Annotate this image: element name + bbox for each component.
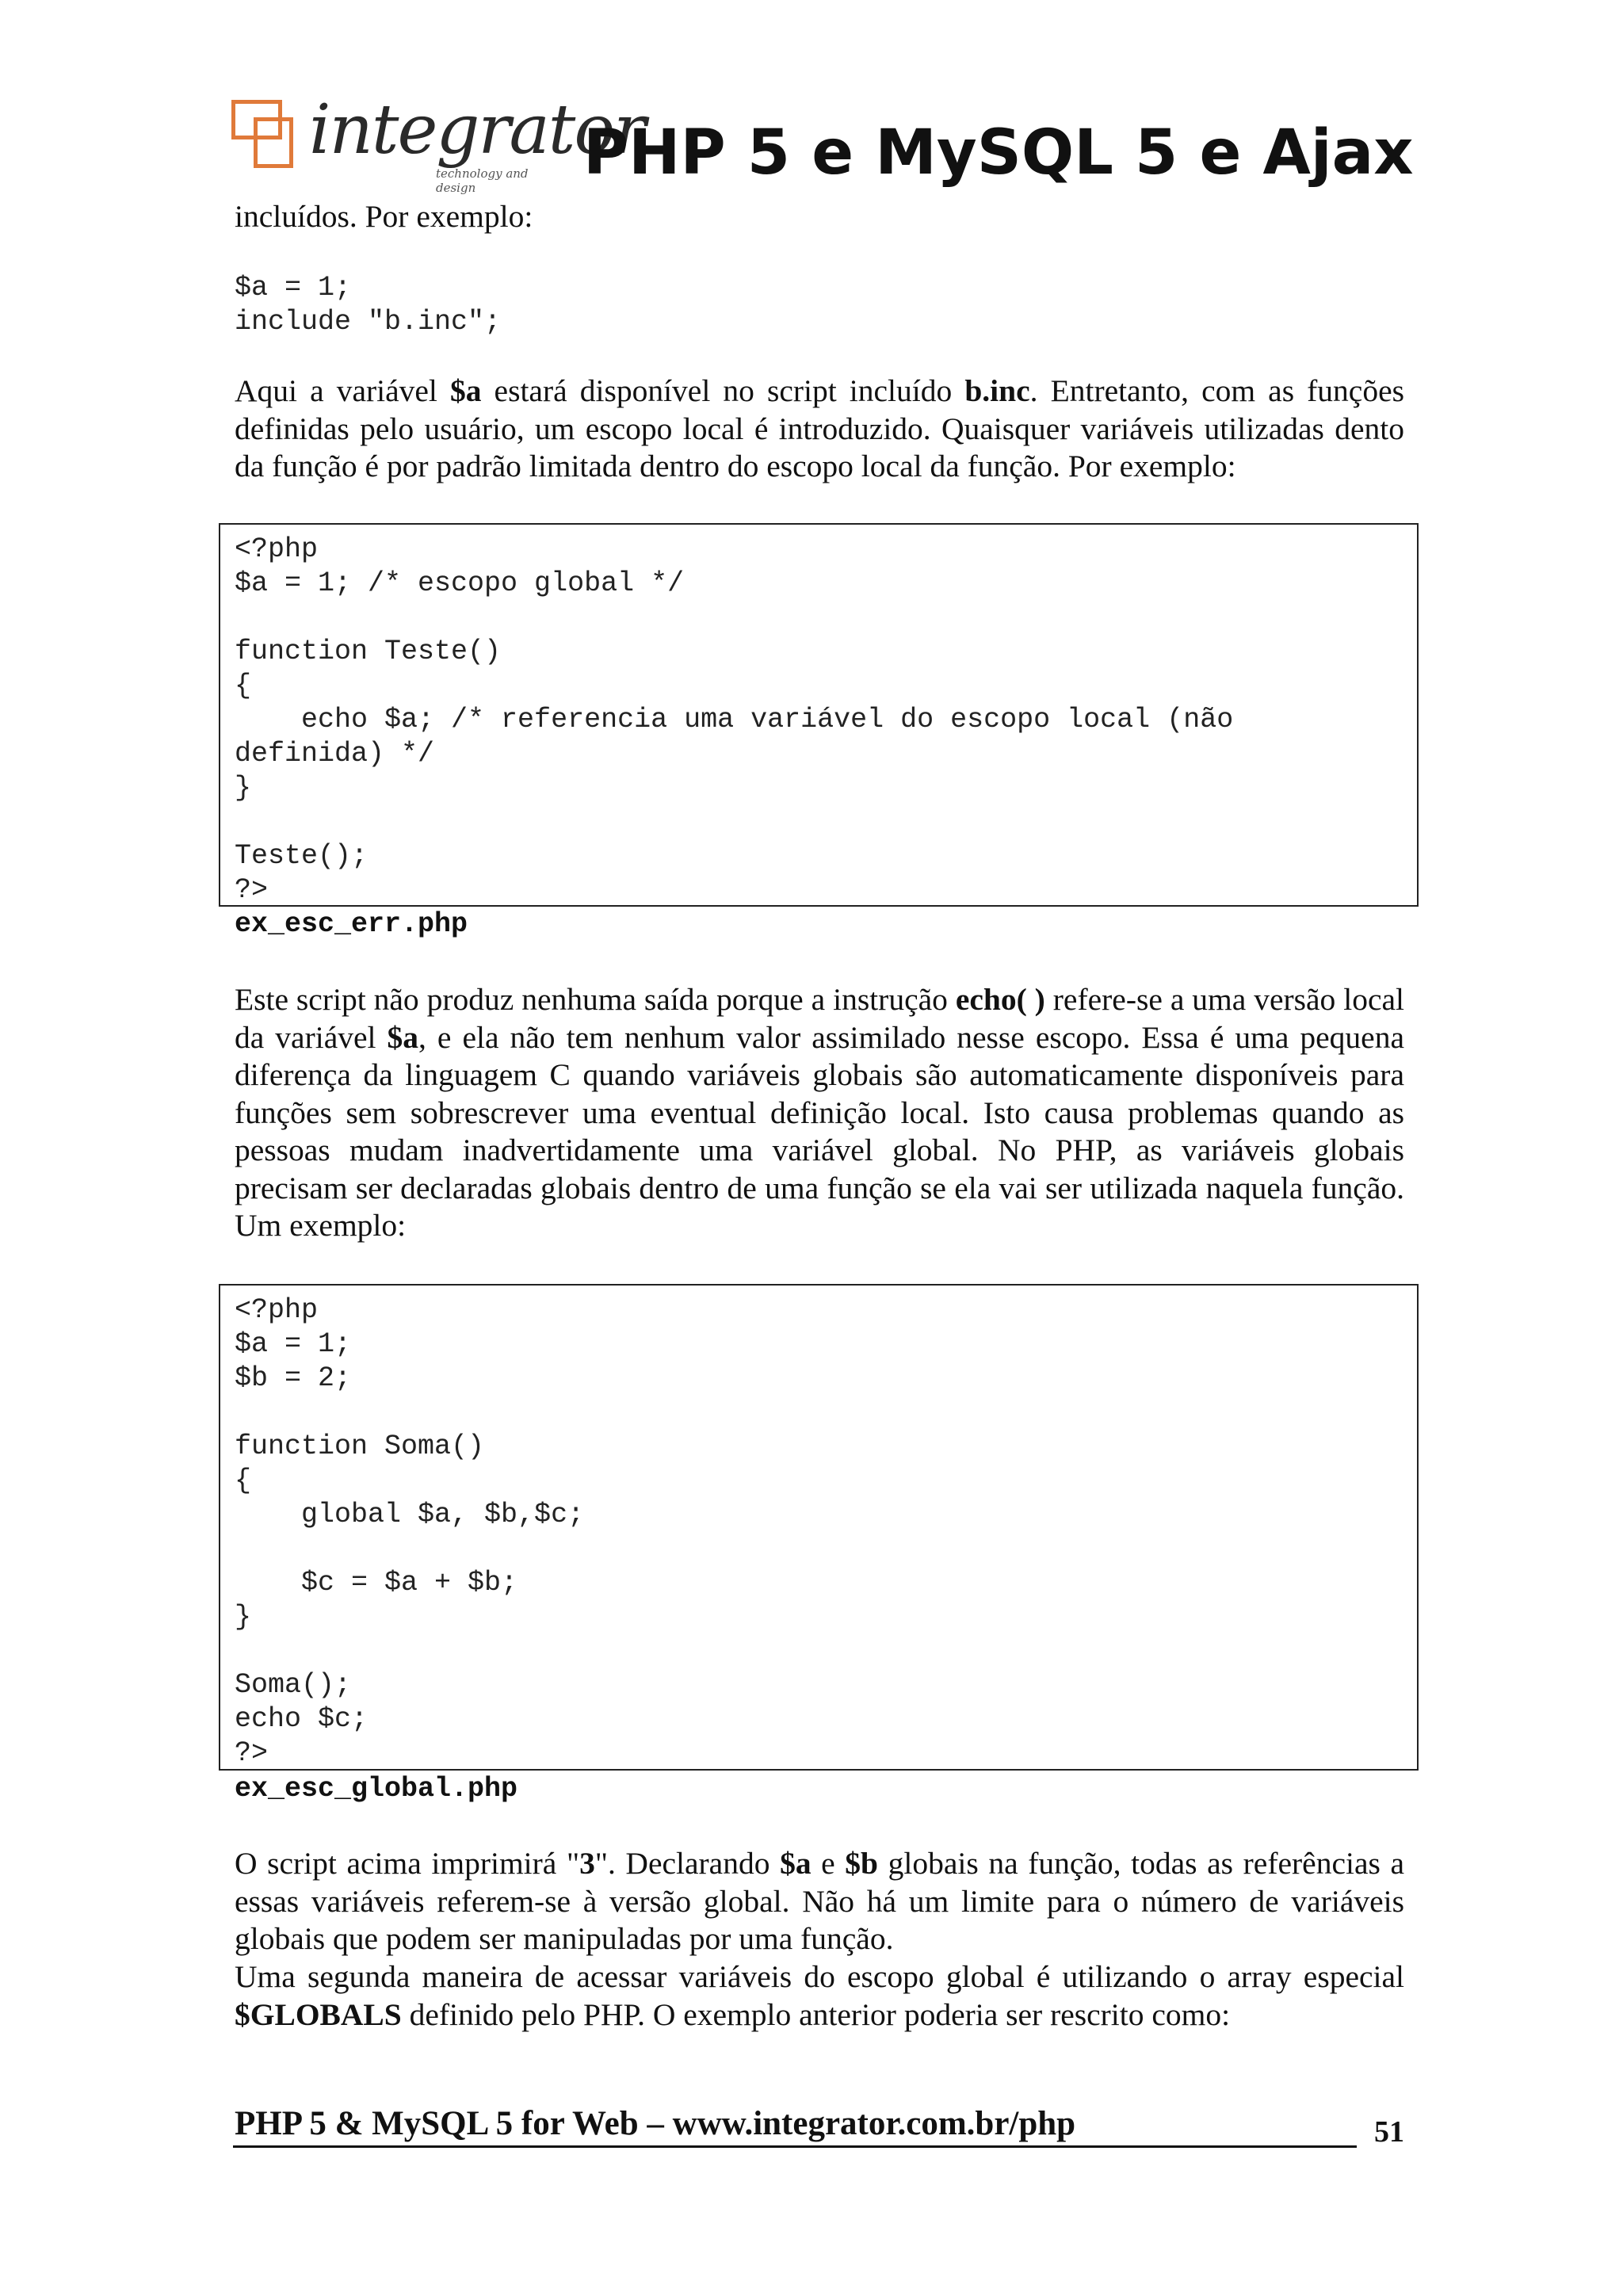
- logo-squares-icon: [231, 100, 311, 171]
- paragraph-global-result: [235, 1845, 1404, 1958]
- code-box-local-scope: [219, 523, 1419, 907]
- bold-run: $a: [387, 1019, 419, 1055]
- text-run: refere-se a uma versão local da variável: [235, 982, 1405, 1055]
- text-run: e: [811, 1846, 846, 1881]
- code-local-scope: <?php $a = 1; /* escopo global */ function Teste() { echo $a; /* referencia uma variável do escopo local (não definida) */ } Teste(); ?>: [235, 533, 1234, 906]
- intro-line: incluídos. Por exemplo:: [235, 199, 533, 234]
- header-title: PHP 5 e MySQL 5 e Ajax: [583, 117, 1414, 189]
- bold-run: $GLOBALS: [235, 1996, 402, 2032]
- footer-text: PHP 5 & MySQL 5 for Web – www.integrator.com.br/php: [235, 2105, 1076, 2142]
- bold-run: b.inc: [964, 373, 1030, 408]
- code-snippet-include: $a = 1; include "b.inc";: [235, 272, 502, 338]
- bold-run: echo( ): [955, 982, 1045, 1017]
- paragraph-echo-explanation: [235, 981, 1404, 1245]
- text-run: , e ela não tem nenhum valor assimilado nesse escopo. Essa é uma pequena diferença da linguagem C quando variáveis globais são automaticamente disponíveis para funções sem sobrescrever uma eventual definição local. Isto causa problemas quando as pessoas mudam inadvertidamente uma variável global. No PHP, as variáveis globais precisam ser declaradas globais dentro de uma função se ela vai ser utilizada naquela função. Um exemplo:: [235, 1019, 1404, 1243]
- text-run: ". Declarando: [594, 1846, 781, 1881]
- paragraph-globals-array: [235, 1958, 1404, 2034]
- footer-rule: [233, 2145, 1357, 2148]
- logo-text: integrator: [309, 90, 645, 170]
- text-run: definido pelo PHP. O exemplo anterior poderia ser rescrito como:: [401, 1996, 1231, 2032]
- code-caption-global: ex_esc_global.php: [235, 1773, 518, 1805]
- text-run: Este script não produz nenhuma saída porque a instrução: [235, 982, 956, 1017]
- bold-run: $a: [449, 373, 482, 408]
- logo-tagline: technology and design: [436, 166, 529, 195]
- paragraph-scope-intro: [235, 372, 1404, 486]
- text-run: Aqui a variável: [235, 373, 450, 408]
- text-run: O script acima imprimirá ": [235, 1846, 580, 1881]
- text-run: globais na função, todas as referências a essas variáveis referem-se à versão global. Não há um limite para o número de variáveis globais que podem ser manipuladas por uma função.: [235, 1846, 1404, 1956]
- bold-run: $a: [780, 1846, 812, 1881]
- page-number: 51: [1374, 2115, 1404, 2149]
- bold-run: 3: [579, 1846, 595, 1881]
- code-caption-err: ex_esc_err.php: [235, 908, 468, 940]
- text-run: . Entretanto, com as funções definidas pelo usuário, um escopo local é introduzido. Quaisquer variáveis utilizadas dento da função é por padrão limitada dentro do escopo local da função. Por exemplo:: [235, 373, 1404, 483]
- text-run: estará disponível no script incluído: [481, 373, 965, 408]
- code-global: <?php $a = 1; $b = 2; function Soma() { global $a, $b,$c; $c = $a + $b; } Soma(); echo $c; ?>: [235, 1294, 585, 1769]
- text-run: Uma segunda maneira de acessar variáveis do escopo global é utilizando o array especial: [235, 1959, 1404, 1994]
- integrator-logo: [231, 90, 645, 195]
- bold-run: $b: [845, 1846, 879, 1881]
- code-box-global: [219, 1284, 1419, 1771]
